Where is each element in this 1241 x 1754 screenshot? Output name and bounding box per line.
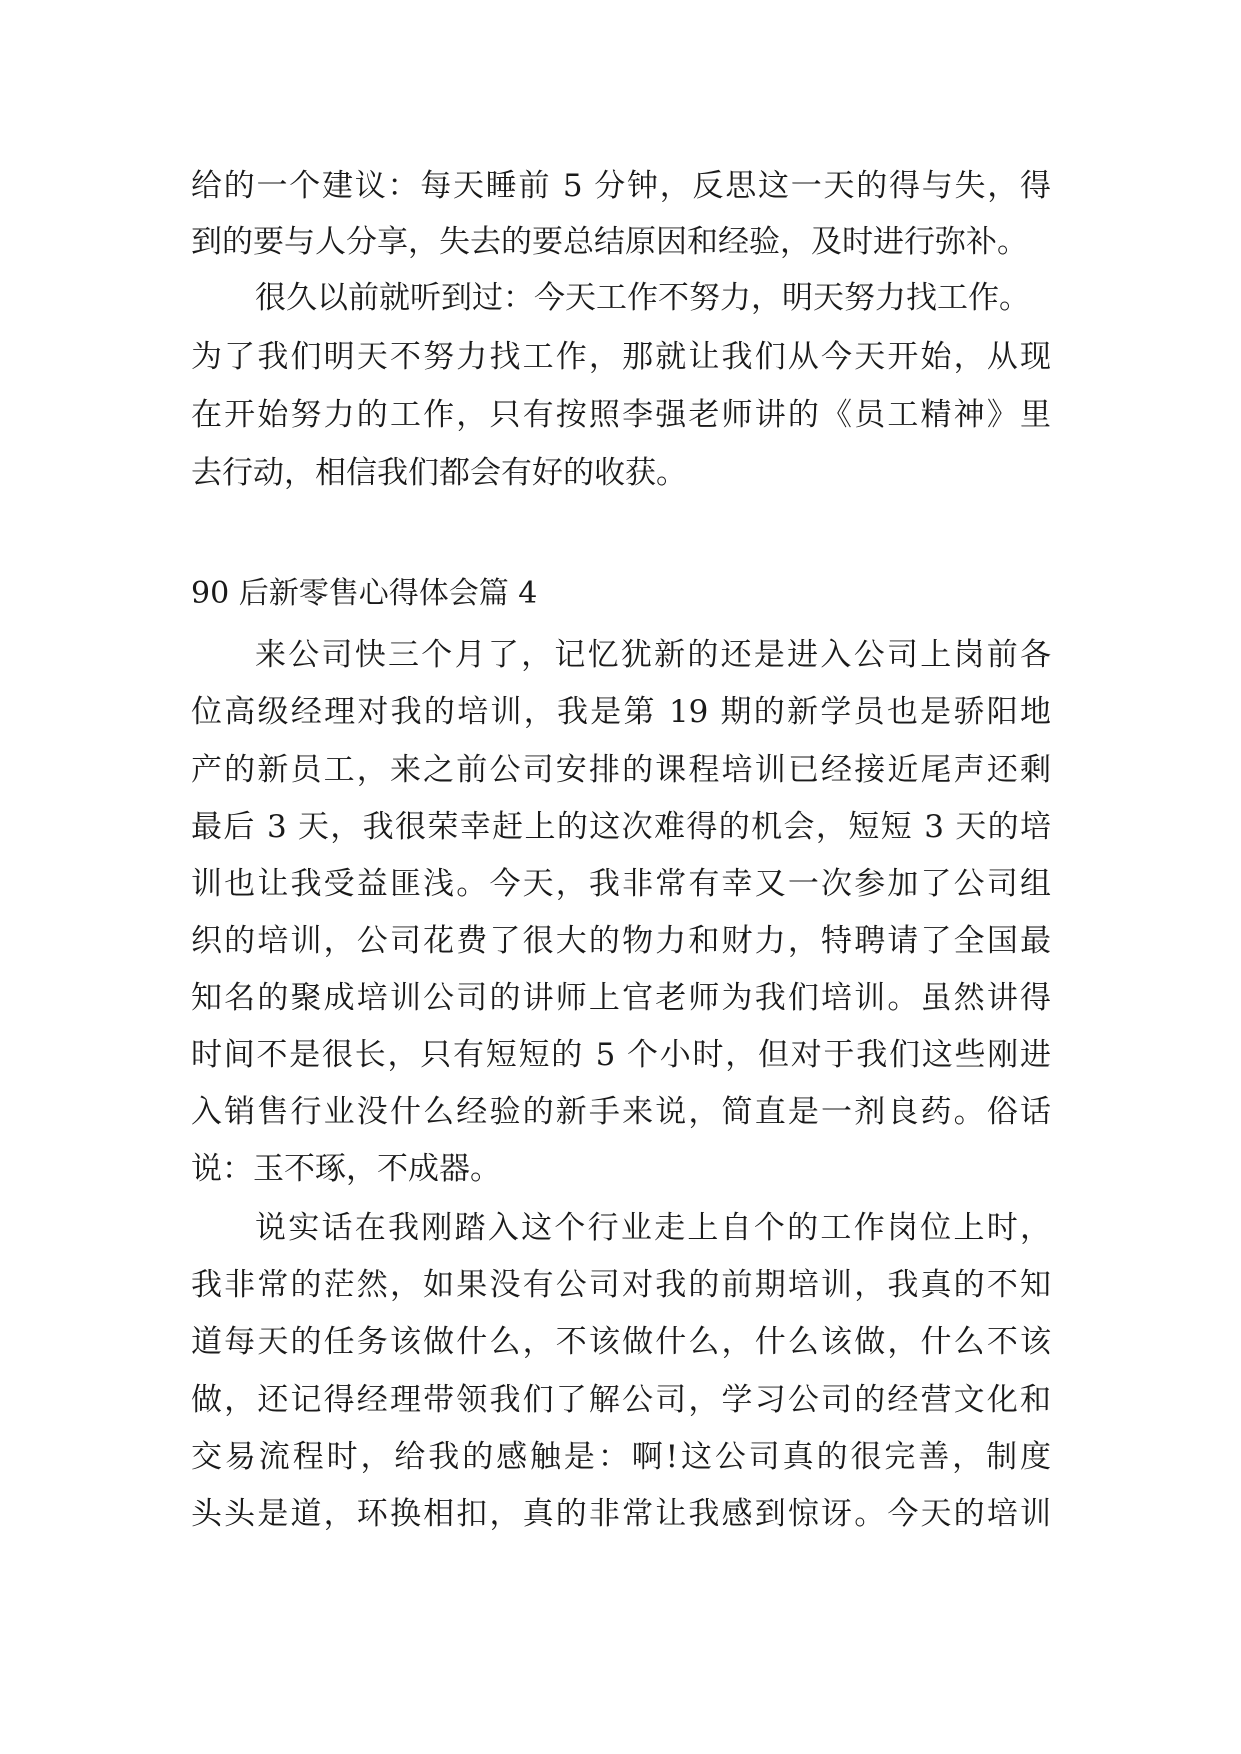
paragraph-line: 做，还记得经理带领我们了解公司，学习公司的经营文化和	[191, 1382, 1051, 1418]
paragraph-line: 为了我们明天不努力找工作，那就让我们从今天开始，从现	[191, 339, 1051, 375]
section-heading: 90 后新零售心得体会篇 4	[191, 576, 538, 611]
paragraph-line: 去行动，相信我们都会有好的收获。	[191, 455, 687, 491]
paragraph-line: 在开始努力的工作，只有按照李强老师讲的《员工精神》里	[191, 397, 1051, 433]
paragraph-line: 到的要与人分享，失去的要总结原因和经验，及时进行弥补。	[191, 224, 1028, 260]
paragraph-line: 很久以前就听到过：今天工作不努力，明天努力找工作。	[255, 280, 1030, 316]
paragraph-line: 交易流程时，给我的感触是：啊!这公司真的很完善，制度	[191, 1439, 1051, 1475]
paragraph-line: 知名的聚成培训公司的讲师上官老师为我们培训。虽然讲得	[191, 980, 1051, 1016]
paragraph-line: 织的培训，公司花费了很大的物力和财力，特聘请了全国最	[191, 923, 1051, 959]
paragraph-line: 最后 3 天，我很荣幸赶上的这次难得的机会，短短 3 天的培	[191, 809, 1051, 845]
paragraph-line: 训也让我受益匪浅。今天，我非常有幸又一次参加了公司组	[191, 866, 1051, 902]
paragraph-line: 产的新员工，来之前公司安排的课程培训已经接近尾声还剩	[191, 752, 1051, 788]
paragraph-line: 道每天的任务该做什么，不该做什么，什么该做，什么不该	[191, 1324, 1051, 1360]
paragraph-line: 入销售行业没什么经验的新手来说，简直是一剂良药。俗话	[191, 1094, 1051, 1130]
paragraph-line: 时间不是很长，只有短短的 5 个小时，但对于我们这些刚进	[191, 1037, 1051, 1073]
paragraph-line: 给的一个建议：每天睡前 5 分钟，反思这一天的得与失，得	[191, 168, 1051, 204]
paragraph-line: 头头是道，环换相扣，真的非常让我感到惊讶。今天的培训	[191, 1496, 1051, 1532]
paragraph-line: 我非常的茫然，如果没有公司对我的前期培训，我真的不知	[191, 1267, 1051, 1303]
paragraph-line: 来公司快三个月了，记忆犹新的还是进入公司上岗前各	[255, 637, 1051, 673]
paragraph-line: 位高级经理对我的培训，我是第 19 期的新学员也是骄阳地	[191, 694, 1051, 730]
paragraph-line: 说：玉不琢，不成器。	[191, 1151, 501, 1187]
paragraph-line: 说实话在我刚踏入这个行业走上自个的工作岗位上时，	[255, 1210, 1051, 1246]
